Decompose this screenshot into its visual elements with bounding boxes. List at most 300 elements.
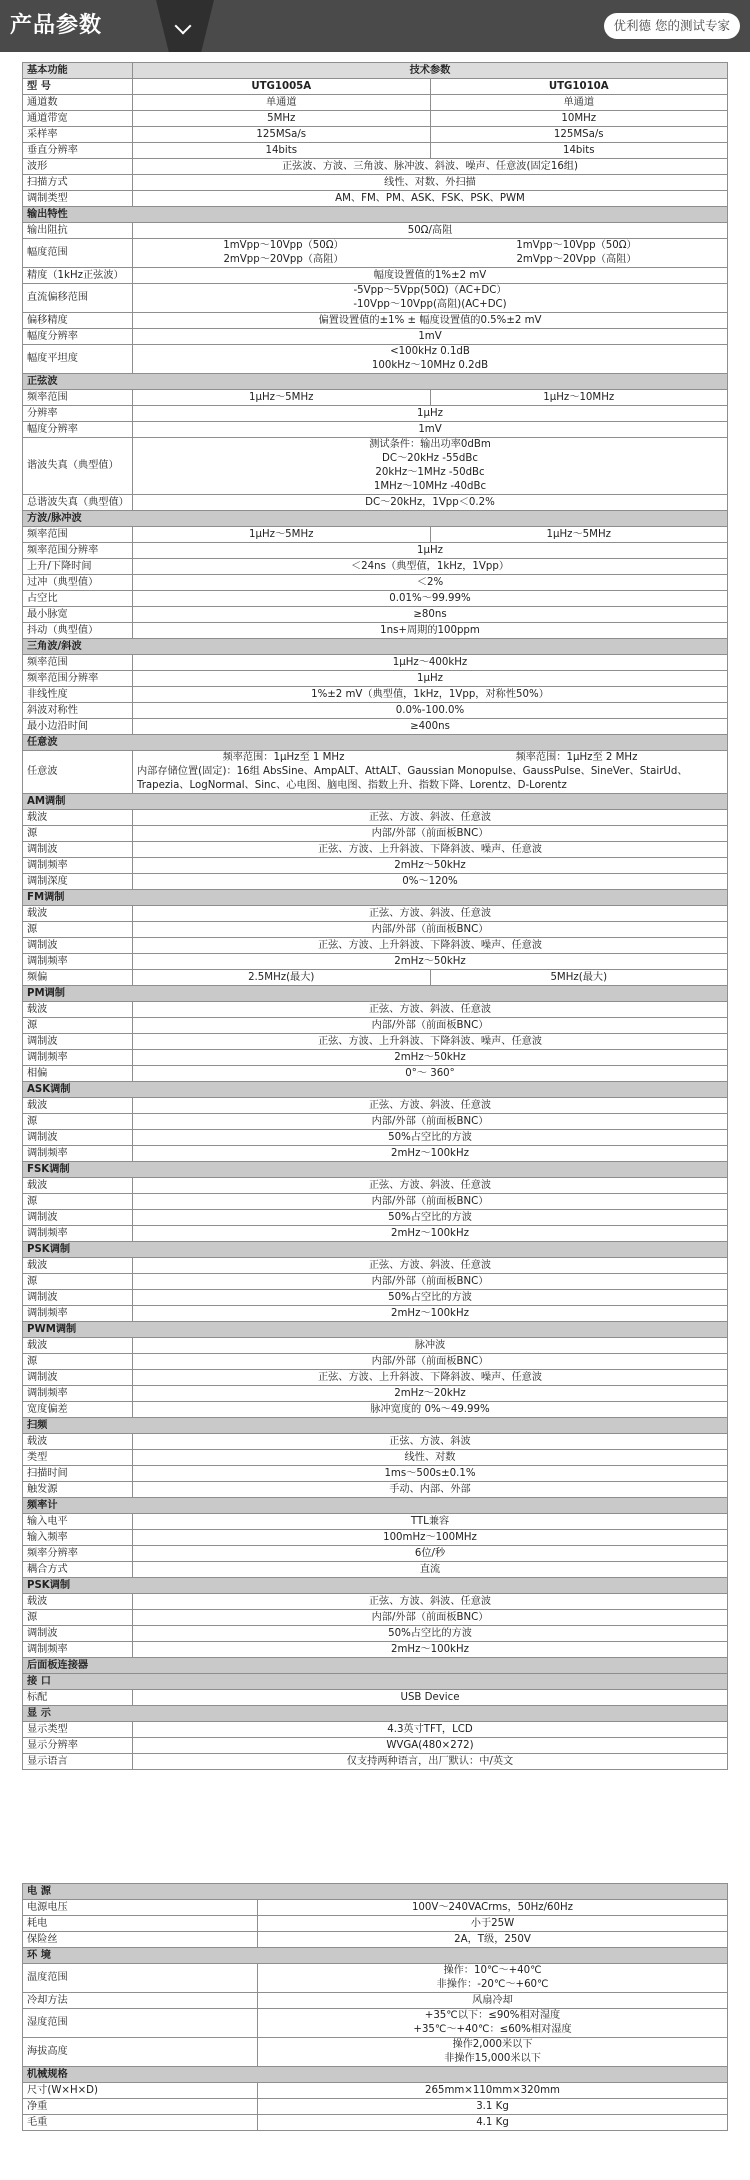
spec-row — [23, 1722, 728, 1738]
value-col: 2mVpp～20Vpp（高阻） — [516, 254, 637, 265]
row-label: 精度（1kHz正弦波） — [23, 268, 133, 284]
row-label: 非线性度 — [23, 687, 133, 703]
row-value: 手动、内部、外部 — [133, 1482, 728, 1498]
spec-row — [23, 1034, 728, 1050]
spec-row — [23, 63, 728, 79]
row-value — [133, 345, 728, 374]
row-label: 输入频率 — [23, 1530, 133, 1546]
row-value: 内部/外部（前面板BNC） — [133, 826, 728, 842]
row-value: 1ns+周期的100ppm — [133, 623, 728, 639]
row-value: 脉冲宽度的 0%～49.99% — [133, 1402, 728, 1418]
spec-row — [23, 1932, 728, 1948]
spec-row — [23, 329, 728, 345]
section-title: ASK调制 — [23, 1082, 728, 1098]
row-label: 源 — [23, 1274, 133, 1290]
spec-row — [23, 1450, 728, 1466]
row-value: ≥400ns — [133, 719, 728, 735]
row-label: 源 — [23, 1194, 133, 1210]
value-col: 2mVpp～20Vpp（高阻） — [223, 254, 344, 265]
row-value: 1μHz～5MHz — [133, 390, 431, 406]
row-value: 5MHz(最大) — [430, 970, 728, 986]
spec-row — [23, 527, 728, 543]
spec-row — [23, 1386, 728, 1402]
spec-row — [23, 623, 728, 639]
row-label: 偏移精度 — [23, 313, 133, 329]
row-value: 小于25W — [258, 1916, 728, 1932]
row-label: 调制深度 — [23, 874, 133, 890]
value-line: 非操作15,000米以下 — [444, 2053, 541, 2064]
spec-row — [23, 1642, 728, 1658]
value-line: +35℃～+40℃：≤60%相对湿度 — [413, 2024, 572, 2035]
row-value: USB Device — [133, 1690, 728, 1706]
row-label: 输入电平 — [23, 1514, 133, 1530]
row-label: 载波 — [23, 906, 133, 922]
row-label: 谐波失真（典型值） — [23, 438, 133, 495]
spec-row — [23, 239, 728, 268]
row-label: 载波 — [23, 1002, 133, 1018]
row-label: 通道数 — [23, 95, 133, 111]
section-row — [23, 1578, 728, 1594]
row-value: DC～20kHz，1Vpp＜0.2% — [133, 495, 728, 511]
value-col: 频率范围：1μHz至 2 MHz — [515, 752, 638, 763]
row-value: 1μHz～400kHz — [133, 655, 728, 671]
spec-row — [23, 954, 728, 970]
spec-row — [23, 127, 728, 143]
page-header — [0, 0, 750, 52]
row-value: 1ms～500s±0.1% — [133, 1466, 728, 1482]
spec-row — [23, 159, 728, 175]
spec-row — [23, 1146, 728, 1162]
spec-row — [23, 1900, 728, 1916]
row-value: AM、FM、PM、ASK、FSK、PSK、PWM — [133, 191, 728, 207]
value-line: 非操作：-20℃～+60℃ — [436, 1979, 549, 1990]
row-label: 最小边沿时间 — [23, 719, 133, 735]
spec-row — [23, 1530, 728, 1546]
row-label: 调制波 — [23, 938, 133, 954]
row-value: 风扇冷却 — [258, 1993, 728, 2009]
spec-row — [23, 1338, 728, 1354]
section-title: PWM调制 — [23, 1322, 728, 1338]
row-value: 50%占空比的方波 — [133, 1130, 728, 1146]
spec-row — [23, 1178, 728, 1194]
section-row — [23, 1498, 728, 1514]
row-label: 载波 — [23, 1098, 133, 1114]
spec-row — [23, 1210, 728, 1226]
row-value: 正弦、方波、斜波、任意波 — [133, 1258, 728, 1274]
section-row — [23, 1884, 728, 1900]
row-value: 1μHz～5MHz — [430, 527, 728, 543]
row-label: 抖动（典型值） — [23, 623, 133, 639]
row-value: 内部/外部（前面板BNC） — [133, 922, 728, 938]
row-value: 6位/秒 — [133, 1546, 728, 1562]
row-value: 1mV — [133, 422, 728, 438]
row-value: 正弦、方波、斜波、任意波 — [133, 810, 728, 826]
spec-row — [23, 390, 728, 406]
spec-row — [23, 2009, 728, 2038]
row-label: 垂直分辨率 — [23, 143, 133, 159]
row-label: 最小脉宽 — [23, 607, 133, 623]
section-row — [23, 639, 728, 655]
row-label: 调制波 — [23, 1370, 133, 1386]
row-value: 仅支持两种语言，出厂默认：中/英文 — [133, 1754, 728, 1770]
column-header-params: 技术参数 — [133, 63, 728, 79]
section-title: 后面板连接器 — [23, 1658, 728, 1674]
spec-row — [23, 1738, 728, 1754]
spec-row — [23, 495, 728, 511]
value-line: 1MHz～10MHz -40dBc — [373, 481, 487, 492]
section-row — [23, 1706, 728, 1722]
section-row — [23, 1948, 728, 1964]
section-title: 输出特性 — [23, 207, 728, 223]
row-label: 频率范围 — [23, 655, 133, 671]
row-value: 内部/外部（前面板BNC） — [133, 1274, 728, 1290]
row-value: TTL兼容 — [133, 1514, 728, 1530]
row-label: 调制频率 — [23, 1050, 133, 1066]
spec-row — [23, 858, 728, 874]
section-row — [23, 735, 728, 751]
spec-row — [23, 422, 728, 438]
row-value: 3.1 Kg — [258, 2099, 728, 2115]
spec-row — [23, 2115, 728, 2131]
section-row — [23, 1242, 728, 1258]
row-value: 正弦、方波、上升斜波、下降斜波、噪声、任意波 — [133, 1034, 728, 1050]
row-value: 4.3英寸TFT，LCD — [133, 1722, 728, 1738]
row-label: 载波 — [23, 1594, 133, 1610]
row-label: 类型 — [23, 1450, 133, 1466]
spec-row — [23, 1258, 728, 1274]
row-value — [133, 438, 728, 495]
row-label: 扫描方式 — [23, 175, 133, 191]
row-value: 50%占空比的方波 — [133, 1210, 728, 1226]
section-title: 显 示 — [23, 1706, 728, 1722]
section-title: PM调制 — [23, 986, 728, 1002]
value-line: <100kHz 0.1dB — [390, 346, 470, 357]
spec-row — [23, 1594, 728, 1610]
row-label: 载波 — [23, 810, 133, 826]
section-row — [23, 1674, 728, 1690]
row-label: 调制频率 — [23, 858, 133, 874]
row-label: 幅度分辨率 — [23, 329, 133, 345]
spec-row — [23, 687, 728, 703]
spec-row — [23, 1402, 728, 1418]
row-label: 源 — [23, 1018, 133, 1034]
spec-row — [23, 1274, 728, 1290]
row-value — [258, 2038, 728, 2067]
spec-row — [23, 922, 728, 938]
spec-row — [23, 406, 728, 422]
value-col: 1mVpp～10Vpp（50Ω） — [516, 240, 637, 251]
spec-row — [23, 313, 728, 329]
row-label: 频率范围 — [23, 527, 133, 543]
spec-row — [23, 1050, 728, 1066]
row-label: 温度范围 — [23, 1964, 258, 1993]
spec-row — [23, 1690, 728, 1706]
row-value: 偏置设置值的±1% ± 幅度设置值的0.5%±2 mV — [133, 313, 728, 329]
spec-row — [23, 751, 728, 794]
row-value: 2mHz～50kHz — [133, 1050, 728, 1066]
spec-row — [23, 591, 728, 607]
spec-row — [23, 1562, 728, 1578]
brand-slogan: 优利德 您的测试专家 — [604, 13, 740, 39]
row-label: 直流偏移范围 — [23, 284, 133, 313]
row-value: 正弦波、方波、三角波、脉冲波、斜波、噪声、任意波(固定16组) — [133, 159, 728, 175]
spec-row — [23, 1066, 728, 1082]
row-label: 标配 — [23, 1690, 133, 1706]
row-label: 显示分辨率 — [23, 1738, 133, 1754]
spec-row — [23, 543, 728, 559]
section-title: 机械规格 — [23, 2067, 728, 2083]
row-value: 0.0%-100.0% — [133, 703, 728, 719]
section-row — [23, 2067, 728, 2083]
value-line — [137, 239, 723, 253]
spec-row — [23, 1964, 728, 1993]
spec-row — [23, 438, 728, 495]
spec-row — [23, 826, 728, 842]
spec-row — [23, 1018, 728, 1034]
row-label: 调制波 — [23, 1130, 133, 1146]
section-title: 方波/脉冲波 — [23, 511, 728, 527]
spec-row — [23, 111, 728, 127]
row-value — [133, 239, 728, 268]
row-label: 过冲（典型值） — [23, 575, 133, 591]
row-value: 幅度设置值的1%±2 mV — [133, 268, 728, 284]
row-label: 触发源 — [23, 1482, 133, 1498]
row-value: 正弦、方波、斜波 — [133, 1434, 728, 1450]
row-label: 耦合方式 — [23, 1562, 133, 1578]
row-label: 上升/下降时间 — [23, 559, 133, 575]
spec-row — [23, 2038, 728, 2067]
row-label: 型 号 — [23, 79, 133, 95]
row-label: 保险丝 — [23, 1932, 258, 1948]
spec-row — [23, 1626, 728, 1642]
row-label: 调制波 — [23, 1210, 133, 1226]
row-label: 斜波对称性 — [23, 703, 133, 719]
row-label: 幅度平坦度 — [23, 345, 133, 374]
row-label: 相偏 — [23, 1066, 133, 1082]
row-value: 0.01%～99.99% — [133, 591, 728, 607]
row-value: 5MHz — [133, 111, 431, 127]
spec-row — [23, 175, 728, 191]
section-row — [23, 1322, 728, 1338]
spec-row — [23, 1610, 728, 1626]
spec-row — [23, 1434, 728, 1450]
row-value: 14bits — [133, 143, 431, 159]
row-value: 线性、对数 — [133, 1450, 728, 1466]
value-line: 测试条件：输出功率0dBm — [369, 439, 491, 450]
spec-row — [23, 284, 728, 313]
row-label: 调制波 — [23, 1034, 133, 1050]
spec-row — [23, 1514, 728, 1530]
row-label: 调制频率 — [23, 954, 133, 970]
spec-row — [23, 575, 728, 591]
row-value: 2mHz～100kHz — [133, 1226, 728, 1242]
spec-row — [23, 607, 728, 623]
section-title: 电 源 — [23, 1884, 728, 1900]
spec-row — [23, 655, 728, 671]
row-value: 2.5MHz(最大) — [133, 970, 431, 986]
row-value: 正弦、方波、上升斜波、下降斜波、噪声、任意波 — [133, 842, 728, 858]
spec-row — [23, 906, 728, 922]
value-col: 1mVpp～10Vpp（50Ω） — [223, 240, 344, 251]
env-table — [22, 1883, 728, 2131]
spec-row — [23, 719, 728, 735]
row-value: WVGA(480×272) — [133, 1738, 728, 1754]
row-label: 调制频率 — [23, 1642, 133, 1658]
row-value: 正弦、方波、斜波、任意波 — [133, 1594, 728, 1610]
row-label: 湿度范围 — [23, 2009, 258, 2038]
row-label: 源 — [23, 1354, 133, 1370]
row-value: 正弦、方波、斜波、任意波 — [133, 1178, 728, 1194]
spec-row — [23, 1482, 728, 1498]
section-title: AM调制 — [23, 794, 728, 810]
spec-row — [23, 1754, 728, 1770]
row-label: 调制频率 — [23, 1386, 133, 1402]
spec-row — [23, 1226, 728, 1242]
row-label: 输出阻抗 — [23, 223, 133, 239]
spec-row — [23, 1290, 728, 1306]
value-line: 操作：10℃～+40℃ — [443, 1965, 542, 1976]
section-row — [23, 511, 728, 527]
value-line: 20kHz～1MHz -50dBc — [375, 467, 485, 478]
section-row — [23, 1418, 728, 1434]
row-value: 1μHz～10MHz — [430, 390, 728, 406]
row-value: 100V～240VACrms，50Hz/60Hz — [258, 1900, 728, 1916]
row-label: 海拔高度 — [23, 2038, 258, 2067]
row-value: 50%占空比的方波 — [133, 1626, 728, 1642]
row-value: 脉冲波 — [133, 1338, 728, 1354]
section-row — [23, 1082, 728, 1098]
spec-row — [23, 79, 728, 95]
row-value: 单通道 — [430, 95, 728, 111]
header-tab[interactable] — [156, 0, 214, 52]
column-header-function: 基本功能 — [23, 63, 133, 79]
section-title: PSK调制 — [23, 1242, 728, 1258]
value-line — [137, 751, 723, 765]
page-title: 产品参数 — [10, 13, 103, 38]
row-value: 2mHz～20kHz — [133, 1386, 728, 1402]
section-title: 接 口 — [23, 1674, 728, 1690]
row-value — [133, 751, 728, 794]
row-label: 源 — [23, 1114, 133, 1130]
row-label: 源 — [23, 1610, 133, 1626]
section-row — [23, 1658, 728, 1674]
row-value: 100mHz～100MHz — [133, 1530, 728, 1546]
row-value: 2mHz～50kHz — [133, 954, 728, 970]
row-label: 调制波 — [23, 1626, 133, 1642]
row-label: 任意波 — [23, 751, 133, 794]
row-label: 载波 — [23, 1178, 133, 1194]
spec-row — [23, 1306, 728, 1322]
row-value: 2A，T级，250V — [258, 1932, 728, 1948]
row-label: 调制类型 — [23, 191, 133, 207]
row-label: 分辨率 — [23, 406, 133, 422]
section-row — [23, 794, 728, 810]
row-value: 2mHz～100kHz — [133, 1146, 728, 1162]
section-title: 正弦波 — [23, 374, 728, 390]
section-row — [23, 207, 728, 223]
row-label: 源 — [23, 922, 133, 938]
value-line: -10Vpp～10Vpp(高阻)(AC+DC) — [353, 299, 507, 310]
row-label: 载波 — [23, 1338, 133, 1354]
row-value: 单通道 — [133, 95, 431, 111]
row-value: UTG1005A — [133, 79, 431, 95]
section-row — [23, 986, 728, 1002]
row-value: 正弦、方波、斜波、任意波 — [133, 906, 728, 922]
spec-row — [23, 1916, 728, 1932]
section-title: 任意波 — [23, 735, 728, 751]
value-line: 100kHz～10MHz 0.2dB — [371, 360, 489, 371]
row-value: 正弦、方波、上升斜波、下降斜波、噪声、任意波 — [133, 1370, 728, 1386]
spec-row — [23, 874, 728, 890]
section-title: PSK调制 — [23, 1578, 728, 1594]
value-line: -5Vpp～5Vpp(50Ω)（AC+DC） — [353, 285, 507, 296]
row-value: 1μHz～5MHz — [133, 527, 431, 543]
section-title: 三角波/斜波 — [23, 639, 728, 655]
row-value: 正弦、方波、上升斜波、下降斜波、噪声、任意波 — [133, 938, 728, 954]
row-value: 4.1 Kg — [258, 2115, 728, 2131]
row-value: 直流 — [133, 1562, 728, 1578]
value-wrap: 内部存储位置(固定)：16组 AbsSine、AmpALT、AttALT、Gaussian Monopulse、GaussPulse、SineVer、StairUd、Trapezia、LogNormal、Sinc、心电图、脑电图、指数上升、指数下降、Lorentz、D-Lorentz — [137, 766, 688, 791]
row-label: 净重 — [23, 2099, 258, 2115]
row-value: 0%～120% — [133, 874, 728, 890]
row-value: 1mV — [133, 329, 728, 345]
spec-row — [23, 1354, 728, 1370]
row-label: 显示语言 — [23, 1754, 133, 1770]
spec-row — [23, 1370, 728, 1386]
row-label: 载波 — [23, 1258, 133, 1274]
spec-row — [23, 970, 728, 986]
spec-row — [23, 703, 728, 719]
row-value: ≥80ns — [133, 607, 728, 623]
row-label: 宽度偏差 — [23, 1402, 133, 1418]
spec-row — [23, 1546, 728, 1562]
spec-row — [23, 1194, 728, 1210]
row-value: 50%占空比的方波 — [133, 1290, 728, 1306]
row-label: 采样率 — [23, 127, 133, 143]
row-value: 正弦、方波、斜波、任意波 — [133, 1002, 728, 1018]
row-value: 内部/外部（前面板BNC） — [133, 1114, 728, 1130]
row-value: 2mHz～100kHz — [133, 1642, 728, 1658]
row-value — [258, 2009, 728, 2038]
value-col: 频率范围：1μHz至 1 MHz — [222, 752, 345, 763]
value-line: +35℃以下：≤90%相对湿度 — [424, 2010, 561, 2021]
row-value: ＜24ns（典型值，1kHz，1Vpp） — [133, 559, 728, 575]
section-row — [23, 890, 728, 906]
row-value: 14bits — [430, 143, 728, 159]
row-value: 内部/外部（前面板BNC） — [133, 1018, 728, 1034]
row-label: 调制波 — [23, 1290, 133, 1306]
row-label: 调制频率 — [23, 1226, 133, 1242]
row-value: 1μHz — [133, 543, 728, 559]
row-label: 调制频率 — [23, 1146, 133, 1162]
row-label: 源 — [23, 826, 133, 842]
row-value: 2mHz～100kHz — [133, 1306, 728, 1322]
spec-table — [22, 62, 728, 1770]
spec-row — [23, 1993, 728, 2009]
spec-row — [23, 2083, 728, 2099]
row-label: 显示类型 — [23, 1722, 133, 1738]
value-line: DC～20kHz -55dBc — [382, 453, 478, 464]
row-label: 频率分辨率 — [23, 1546, 133, 1562]
row-label: 幅度分辨率 — [23, 422, 133, 438]
spec-row — [23, 1466, 728, 1482]
section-title: FSK调制 — [23, 1162, 728, 1178]
spec-row — [23, 810, 728, 826]
spec-row — [23, 223, 728, 239]
row-label: 占空比 — [23, 591, 133, 607]
row-value: 正弦、方波、斜波、任意波 — [133, 1098, 728, 1114]
row-value: UTG1010A — [430, 79, 728, 95]
